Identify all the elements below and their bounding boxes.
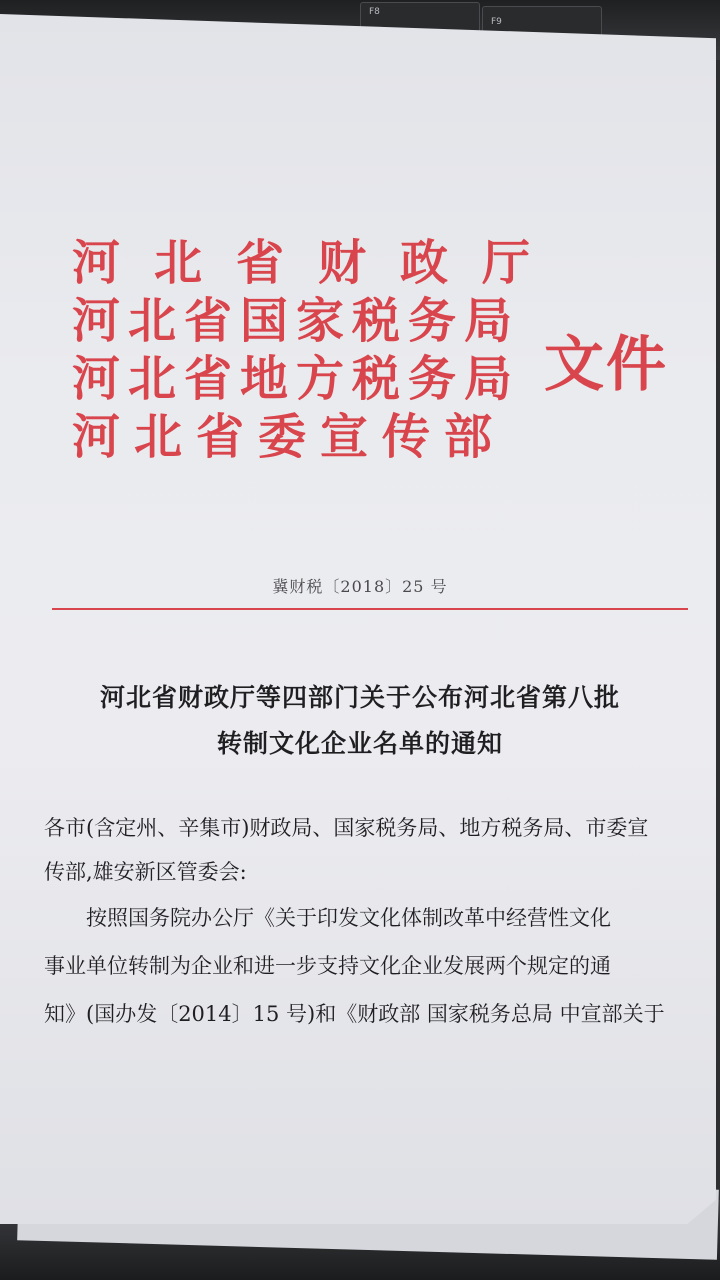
document-title-line: 转制文化企业名单的通知 xyxy=(216,729,503,758)
body-text-line: 传部,雄安新区管委会: xyxy=(44,860,247,884)
document-page xyxy=(0,14,716,1224)
body-text-line: 事业单位转制为企业和进一步支持文化企业发展两个规定的通 xyxy=(44,954,611,978)
red-header xyxy=(72,235,672,475)
header-org-line: 河北省财政厅 xyxy=(72,235,565,291)
document-title-line: 河北省财政厅等四部门关于公布河北省第八批 xyxy=(99,683,620,712)
header-org-line: 河北省地方税务局 xyxy=(72,351,521,407)
body-text-line: 知》(国办发〔2014〕15 号)和《财政部 国家税务总局 中宣部关于 xyxy=(44,1002,665,1026)
header-org-line: 河北省委宣传部 xyxy=(72,409,507,465)
header-doc-type: 文件 xyxy=(544,330,668,400)
body-text-line: 按照国务院办公厅《关于印发文化体制改革中经营性文化 xyxy=(44,906,611,930)
key-label: F9 xyxy=(491,17,502,27)
body-text-line: 各市(含定州、辛集市)财政局、国家税务局、地方税务局、市委宣 xyxy=(44,816,649,840)
document-number: 冀财税〔2018〕25 号 xyxy=(272,577,448,596)
header-org-line: 河北省国家税务局 xyxy=(72,293,521,349)
key-label: F8 xyxy=(369,7,380,17)
red-divider xyxy=(52,608,688,610)
